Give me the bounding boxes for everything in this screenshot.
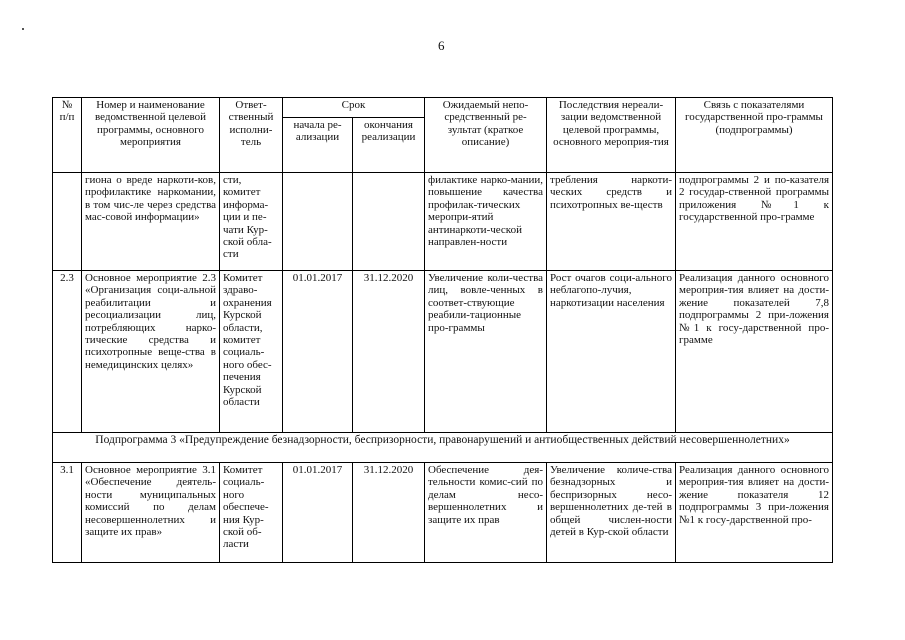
- cell-responsible: Комитет социаль-ного обеспече-ния Кур-ской об-ласти: [220, 463, 283, 563]
- header-link: Связь с показателями государственной про-граммы (подпрограммы): [676, 98, 833, 173]
- table-row: [53, 463, 833, 563]
- cell-start: 01.01.2017: [283, 271, 353, 433]
- header-period: Срок: [283, 98, 425, 118]
- cell-name: Основное мероприятие 2.3 «Организация соци-альной реабилитации и ресоциализации лиц, потребляющих нарко-тические средства и психотропные веще-ства в немедицинских целях»: [82, 271, 220, 433]
- cell-num: 2.3: [53, 271, 82, 433]
- header-end: окончания реализации: [353, 118, 425, 173]
- program-table: [52, 97, 833, 563]
- header-responsible: Ответ-ственный исполни-тель: [220, 98, 283, 173]
- cell-expected: Увеличение коли-чества лиц, вовле-ченных в соответ-ствующие реабили-тационные про-граммы: [425, 271, 547, 433]
- cell-link: подпрограммы 2 и по-казателя 2 государ-ственной программы приложения №1 к государственной про-грамме: [676, 173, 833, 271]
- cell-expected: Обеспечение дея-тельности комис-сий по делам несо-вершеннолетних и защите их прав: [425, 463, 547, 563]
- cell-expected: филактике нарко-мании, повышение качества профилак-тических меропри-ятий антинаркоти-ческой направлен-ности: [425, 173, 547, 271]
- table-row: [53, 173, 833, 271]
- cell-name: Основное мероприятие 3.1 «Обеспечение деятель-ности муниципальных комиссий по делам несовершеннолетних и защите их прав»: [82, 463, 220, 563]
- page-number: 6: [438, 38, 445, 53]
- cell-responsible: Комитет здраво-охранения Курской области, комитет социаль-ного обес-печения Курской области: [220, 271, 283, 433]
- cell-end: [353, 173, 425, 271]
- cell-consequences: Увеличение количе-ства безнадзорных и беспризорных несо-вершеннолетних де-тей в общей числен-ности детей в Кур-ской области: [547, 463, 676, 563]
- cell-name: гиона о вреде наркоти-ков, профилактике наркомании, в том чис-ле через средства мас-совой информации»: [82, 173, 220, 271]
- header-name: Номер и наименование ведомственной целевой программы, основного мероприятия: [82, 98, 220, 173]
- cell-link: Реализация данного основного мероприя-тия влияет на дости-жение показателей 7,8 подпрограммы 2 при-ложения №1 к госу-дарственной про-грамме: [676, 271, 833, 433]
- header-consequences: Последствия нереали-зации ведомственной целевой программы, основного мероприя-тия: [547, 98, 676, 173]
- cell-start: 01.01.2017: [283, 463, 353, 563]
- header-num: № п/п: [53, 98, 82, 173]
- cell-start: [283, 173, 353, 271]
- cell-responsible: сти, комитет информа-ции и пе-чати Кур-ской обла-сти: [220, 173, 283, 271]
- subprogram-row: [53, 433, 833, 463]
- header-expected: Ожидаемый непо-средственный ре-зультат (краткое описание): [425, 98, 547, 173]
- cell-consequences: Рост очагов соци-ального неблагопо-лучия, наркотизации населения: [547, 271, 676, 433]
- scan-dot: [22, 28, 24, 30]
- subprogram-title: Подпрограмма 3 «Предупреждение безнадзорности, беспризорности, правонарушений и антиобщественных действий несовершеннолетних»: [53, 433, 833, 463]
- cell-consequences: требления наркоти-ческих средств и психотропных ве-ществ: [547, 173, 676, 271]
- cell-num: 3.1: [53, 463, 82, 563]
- cell-num: [53, 173, 82, 271]
- cell-end: 31.12.2020: [353, 463, 425, 563]
- table-row: [53, 271, 833, 433]
- cell-link: Реализация данного основного мероприя-тия влияет на дости-жение показателя 12 подпрограммы 3 при-ложения №1 к госу-дарственной про-: [676, 463, 833, 563]
- header-start: начала ре-ализации: [283, 118, 353, 173]
- cell-end: 31.12.2020: [353, 271, 425, 433]
